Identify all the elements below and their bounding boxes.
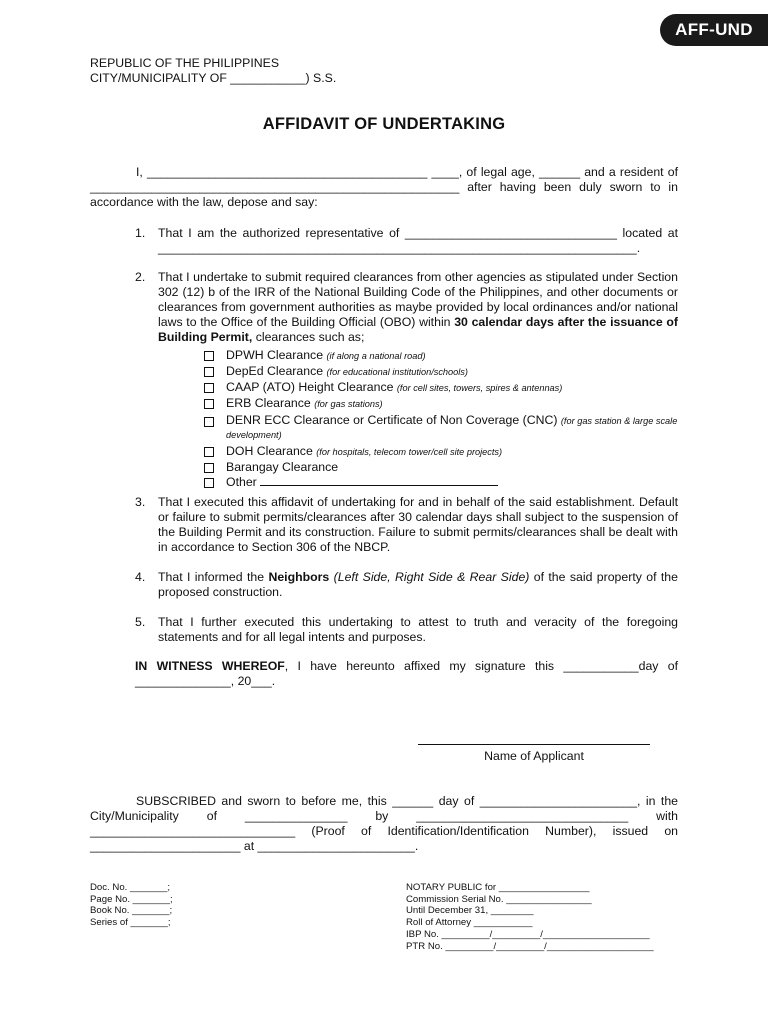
clause-text: [158, 570, 678, 600]
checklist-label: DOH Clearance: [226, 444, 313, 458]
clause-number: 2.: [135, 270, 146, 284]
checklist-label: CAAP (ATO) Height Clearance: [226, 380, 394, 394]
clause-text: [158, 270, 678, 345]
checklist-item: [204, 475, 684, 490]
header-republic: REPUBLIC OF THE PHILIPPINES: [90, 56, 280, 70]
checklist-item: [204, 414, 684, 442]
checkbox[interactable]: [204, 463, 214, 473]
clause-text-part: clearances such as;: [252, 330, 365, 344]
other-blank-line[interactable]: [260, 475, 498, 486]
clause-text-bold: 30 calendar days after the issuance of Building Permit,: [158, 315, 679, 344]
book-no: Book No. _______;: [90, 905, 173, 917]
checklist-label: Barangay Clearance: [226, 460, 339, 474]
header-city: CITY/MUNICIPALITY OF ___________) S.S.: [90, 71, 337, 85]
checkbox[interactable]: [204, 478, 214, 488]
page-no: Page No. _______;: [90, 893, 173, 905]
clause-4: [135, 570, 678, 600]
checkbox[interactable]: [204, 417, 214, 427]
checkbox[interactable]: [204, 447, 214, 457]
clause-number: 5.: [135, 615, 146, 629]
notary-public-for: NOTARY PUBLIC for _________________: [406, 882, 590, 893]
ibp-no: IBP No. _________/_________/____________________: [406, 928, 650, 940]
clause-number: 1.: [135, 226, 146, 240]
checklist-note: (for gas station & large scale development): [226, 416, 678, 440]
applicant-name-caption: Name of Applicant: [484, 749, 584, 763]
clearance-checklist: [204, 348, 684, 490]
checklist-label: DPWH Clearance: [226, 348, 324, 362]
clause-number: 4.: [135, 570, 146, 584]
clause-number: 3.: [135, 495, 146, 509]
clause-text-italic: (Left Side, Right Side & Rear Side): [329, 570, 530, 584]
checklist-item: [204, 380, 684, 396]
clause-text-bold: Neighbors: [268, 570, 330, 584]
checklist-label: DENR ECC Clearance or Certificate of Non Coverage (CNC): [226, 413, 558, 427]
checklist-note: (for hospitals, telecom tower/cell site projects): [316, 447, 503, 457]
checklist-label: Other: [226, 475, 257, 489]
checkbox[interactable]: [204, 383, 214, 393]
checkbox[interactable]: [204, 367, 214, 377]
subscribed-paragraph: SUBSCRIBED and sworn to before me, this ______ day of _______________________, in the City/Municipality of _______________ by _______________________________ with ______________________________ (Proof of Identification/Identification Number), issued on ______________________ at _______________________.: [90, 794, 678, 853]
checklist-label: DepEd Clearance: [226, 364, 324, 378]
document-title: AFFIDAVIT OF UNDERTAKING: [262, 115, 506, 133]
clause-text-part: That I undertake to submit required clearances from other agencies as stipulated under Section 302 (12) b of the IRR of the National Building Code of the Philippines, and other documents or clearances from government authorities as maybe provided by local ordinances and/or national laws to the Office of the Building Official (OBO) within: [158, 270, 678, 329]
checklist-item: [204, 348, 684, 364]
clause-text-part: of the said property of the proposed construction.: [158, 570, 678, 599]
notary-public-block: [406, 882, 654, 952]
clause-text: That I executed this affidavit of undertaking for and in behalf of the said establishment. Default or failure to submit permits/clearances after 30 calendar days shall subject to the suspension of the Building Permit and its construction. Failure to submit permits/clearances shall be dealt with in accordance to Section 306 of the NBCP.: [158, 495, 678, 554]
form-code-badge: AFF-UND: [660, 14, 768, 46]
clause-1: [135, 226, 678, 256]
checkbox[interactable]: [204, 399, 214, 409]
checklist-item: [204, 396, 684, 412]
clause-text: That I further executed this undertaking to attest to truth and veracity of the foregoing statements and for all legal intents and purposes.: [158, 615, 678, 644]
checklist-item: [204, 460, 684, 475]
checklist-item: [204, 444, 684, 460]
clause-text: That I am the authorized representative of _______________________________ located at ______________________________________________________________________.: [158, 226, 678, 255]
until-date: Until December 31, ________: [406, 905, 534, 917]
notary-doc-block: [90, 882, 173, 929]
clause-3: [135, 495, 678, 555]
applicant-signature-line[interactable]: [418, 744, 650, 745]
checklist-note: (for gas stations): [314, 399, 383, 409]
checklist-note: (if along a national road): [326, 351, 426, 361]
clause-text-part: That I informed the: [158, 570, 269, 584]
checklist-note: (for cell sites, towers, spires & antennas): [396, 383, 563, 393]
doc-no: Doc. No. _______;: [90, 882, 171, 893]
checkbox[interactable]: [204, 351, 214, 361]
checklist-label: ERB Clearance: [226, 396, 311, 410]
intro-paragraph: I, _________________________________________ ____, of legal age, ______ and a resident of ______________________________________________________ after having been duly sworn to in accordance with the law, depose and say:: [90, 165, 678, 209]
witness-bold: IN WITNESS WHEREOF: [135, 659, 285, 673]
checklist-note: (for educational institution/schools): [326, 367, 468, 377]
roll-of-attorney: Roll of Attorney ___________: [406, 917, 533, 929]
clause-2: [135, 270, 678, 345]
witness-paragraph: [135, 659, 678, 689]
document-header: [90, 56, 336, 86]
ptr-no: PTR No. _________/_________/____________________: [406, 940, 654, 952]
clause-5: [135, 615, 678, 645]
commission-serial: Commission Serial No. ________________: [406, 893, 592, 905]
series-of: Series of _______;: [90, 917, 171, 929]
checklist-item: [204, 364, 684, 380]
witness-text: , I have hereunto affixed my signature this ___________day of ______________, 20___.: [135, 659, 678, 688]
